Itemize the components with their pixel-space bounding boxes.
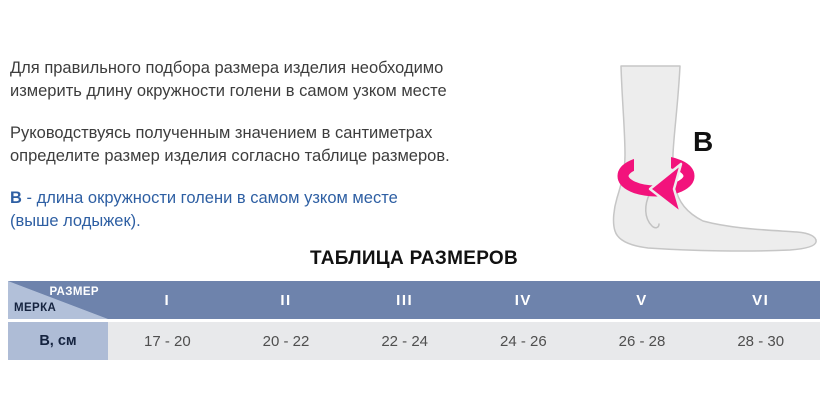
row-label-b-cm: В, см — [8, 322, 108, 360]
size-table — [8, 281, 820, 360]
size-table-header-row — [8, 281, 820, 319]
corner-measure-label: МЕРКА — [14, 302, 57, 314]
instruction-select-size-line-1: Руководствуясь полученным значением в сантиметрах — [10, 124, 433, 142]
value-cell-6: 28 - 30 — [701, 322, 820, 360]
size-column-header-3: III — [396, 291, 414, 309]
size-column-header-4: IV — [514, 291, 532, 309]
size-table-corner-cell — [8, 281, 108, 319]
value-cell-5: 26 - 28 — [583, 322, 702, 360]
value-cell-3: 22 - 24 — [345, 322, 464, 360]
corner-size-label: РАЗМЕР — [49, 286, 99, 298]
instruction-measure — [10, 57, 447, 103]
dimension-b-note-line-1 — [10, 187, 398, 210]
instruction-select-size-line-2: определите размер изделия согласно таблице размеров. — [10, 147, 450, 165]
size-column-header-1: I — [164, 291, 171, 309]
ankle-measurement-illustration — [588, 0, 831, 262]
size-column-header-2: II — [280, 291, 292, 309]
size-column-header-5: V — [636, 291, 648, 309]
dimension-b-note-line-2: (выше лодыжек). — [10, 212, 141, 230]
size-table-data-row — [8, 322, 820, 360]
instruction-measure-line-1: Для правильного подбора размера изделия необходимо — [10, 59, 444, 77]
instruction-select-size — [10, 122, 450, 168]
dimension-b-label: В — [10, 189, 22, 207]
instruction-measure-line-2: измерить длину окружности голени в самом узком месте — [10, 82, 447, 100]
dimension-b-note — [10, 187, 398, 233]
band-occluder — [634, 148, 671, 171]
value-cell-4: 24 - 26 — [464, 322, 583, 360]
dimension-b-text: - длина окружности голени в самом узком месте — [21, 189, 398, 207]
size-table-title: ТАБЛИЦА РАЗМЕРОВ — [309, 248, 519, 269]
value-cell-2: 20 - 22 — [227, 322, 346, 360]
size-column-header-6: VI — [752, 291, 770, 309]
value-cell-1: 17 - 20 — [108, 322, 227, 360]
figure-b-label: B — [693, 126, 714, 157]
